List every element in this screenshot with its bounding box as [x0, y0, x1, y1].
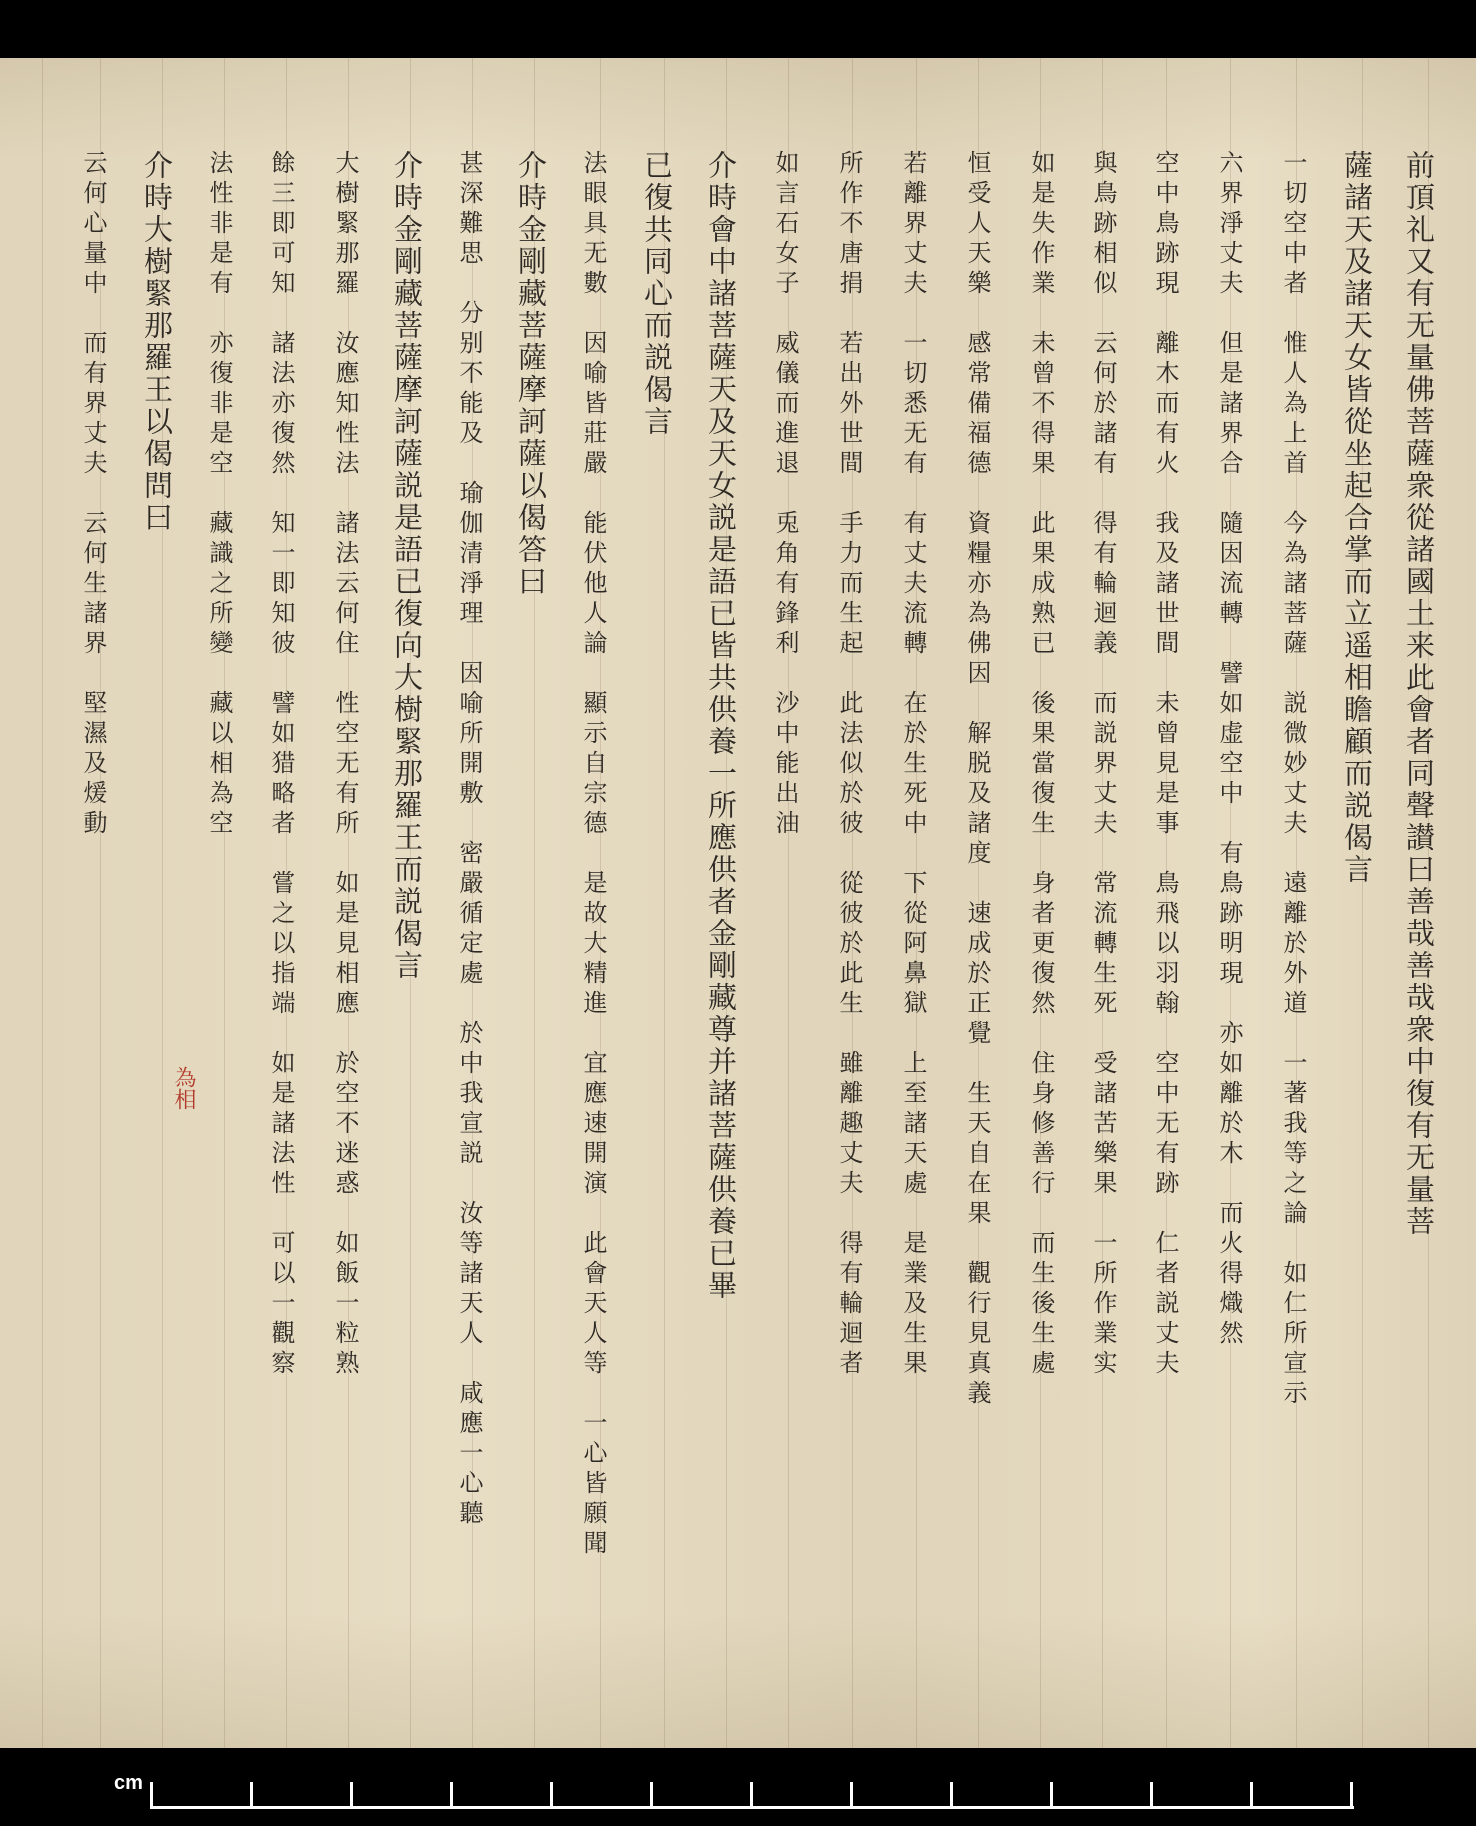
text-column-7: 如是失作業 未曾不得果 此果成熟已 後果當復生 身者更復然 住身修善行 而生後生處: [1027, 150, 1055, 1380]
ruler-tick: [1150, 1782, 1153, 1808]
text-column-2: 薩諸天及諸天女皆從坐起合掌而立遥相瞻顧而説偈言: [1340, 150, 1374, 886]
scale-ruler: [0, 1748, 1476, 1826]
column-ruling: [42, 58, 43, 1748]
manuscript-scroll: [0, 58, 1476, 1748]
text-column-4: 六界淨丈夫 但是諸界合 隨因流轉 譬如虚空中 有鳥跡明現 亦如離於木 而火得熾然: [1215, 150, 1243, 1350]
text-column-17: 介時金剛藏菩薩摩訶薩説是語已復向大樹緊那羅王而説偈言: [390, 150, 424, 982]
ruler-tick: [750, 1782, 753, 1808]
ruler-tick: [950, 1782, 953, 1808]
ruler-tick: [1250, 1782, 1253, 1808]
text-column-9: 若離界丈夫 一切悉无有 有丈夫流轉 在於生死中 下從阿鼻獄 上至諸天處 是業及生果: [899, 150, 927, 1380]
red-annotation: 為相: [171, 1066, 196, 1110]
ruler-tick: [850, 1782, 853, 1808]
text-column-18: 大樹緊那羅 汝應知性法 諸法云何住 性空无有所 如是見相應 於空不迷惑 如飯一粒熟: [331, 150, 359, 1380]
text-column-15: 介時金剛藏菩薩摩訶薩以偈答曰: [514, 150, 548, 598]
text-column-6: 與鳥跡相似 云何於諸有 得有輪迴義 而説界丈夫 常流轉生死 受諸苦樂果 一所作業实: [1089, 150, 1117, 1380]
text-column-22: 云何心量中 而有界丈夫 云何生諸界 堅濕及煖動: [79, 150, 107, 840]
text-column-5: 空中鳥跡現 離木而有火 我及諸世間 未曾見是事 鳥飛以羽翰 空中无有跡 仁者説丈夫: [1151, 150, 1179, 1380]
text-column-14: 法眼具无數 因喻皆莊嚴 能伏他人論 顯示自宗德 是故大精進 宜應速開演 此會天人等 一心皆願聞: [579, 150, 607, 1560]
ruler-tick: [150, 1782, 153, 1808]
ruler-tick: [1050, 1782, 1053, 1808]
ruler-unit-label: cm: [114, 1772, 143, 1794]
ruler-tick: [650, 1782, 653, 1808]
ruler-tick: [450, 1782, 453, 1808]
text-column-19: 餘三即可知 諸法亦復然 知一即知彼 譬如猎略者 嘗之以指端 如是諸法性 可以一觀察: [267, 150, 295, 1380]
ruler-tick: [1350, 1782, 1353, 1808]
ruler-tick: [250, 1782, 253, 1808]
text-column-1: 前頂礼又有无量佛菩薩衆從諸國土来此會者同聲讃曰善哉善哉衆中復有无量菩: [1402, 150, 1436, 1238]
text-column-8: 恒受人天樂 感常備福德 資糧亦為佛因 解脱及諸度 速成於正覺 生天自在果 觀行見真義: [963, 150, 991, 1410]
text-column-16: 甚深難思 分别不能及 瑜伽清淨理 因喻所開敷 密嚴循定處 於中我宣説 汝等諸天人 咸應一心聽: [455, 150, 483, 1530]
text-column-21: 介時大樹緊那羅王以偈問曰: [140, 150, 174, 534]
text-column-11: 如言石女子 威儀而進退 兎角有鋒利 沙中能出油: [771, 150, 799, 840]
text-column-12: 介時會中諸菩薩天及天女説是語已皆共供養一所應供者金剛藏尊并諸菩薩供養已畢: [704, 150, 738, 1302]
text-column-20: 法性非是有 亦復非是空 藏識之所變 藏以相為空: [205, 150, 233, 840]
ruler-tick: [550, 1782, 553, 1808]
ruler-tick: [350, 1782, 353, 1808]
text-column-13: 已復共同心而説偈言: [640, 150, 674, 438]
text-column-3: 一切空中者 惟人為上首 今為諸菩薩 説微妙丈夫 遠離於外道 一著我等之論 如仁所宣示: [1279, 150, 1307, 1410]
text-column-10: 所作不唐捐 若出外世間 手力而生起 此法似於彼 從彼於此生 雖離趣丈夫 得有輪迴者: [835, 150, 863, 1380]
